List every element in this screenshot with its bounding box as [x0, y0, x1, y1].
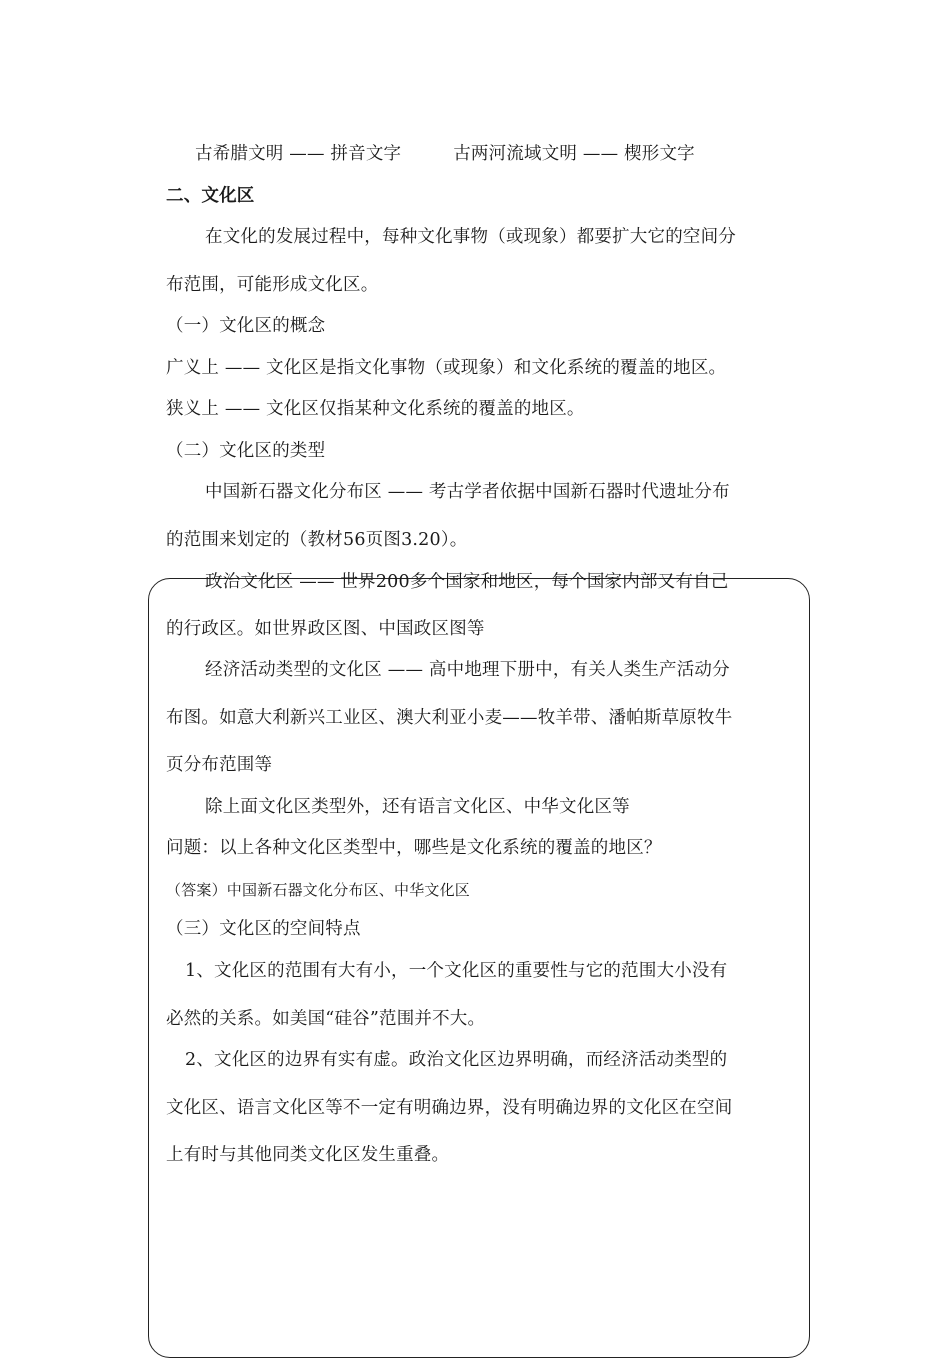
economic-line2: 布图。如意大利新兴工业区、澳大利亚小麦——牧羊带、潘帕斯草原牧牛: [166, 708, 733, 728]
question: 问题：以上各种文化区类型中，哪些是文化系统的覆盖的地区？: [166, 838, 662, 858]
feature2-line2: 文化区、语言文化区等不一定有明确边界，没有明确边界的文化区在空间: [166, 1098, 733, 1118]
feature1-line2: 必然的关系。如美国“硅谷”范围并不大。: [166, 1009, 486, 1029]
feature2-line3: 上有时与其他同类文化区发生重叠。: [166, 1145, 450, 1165]
civilization-pairs: [195, 142, 805, 166]
pair-mesopotamia: 古两河流域文明 —— 楔形文字: [453, 144, 695, 164]
paragraph-intro-line2: 布范围，可能形成文化区。: [166, 275, 379, 295]
subheading-spatial-features: （三）文化区的空间特点: [166, 919, 361, 939]
subheading-types: （二）文化区的类型: [166, 441, 326, 461]
subheading-concept: （一）文化区的概念: [166, 316, 326, 336]
feature1-line1: 1、文化区的范围有大有小，一个文化区的重要性与它的范围大小没有: [185, 961, 728, 981]
economic-line3: 页分布范围等: [166, 755, 273, 775]
neolithic-line1: 中国新石器文化分布区 —— 考古学者依据中国新石器时代遗址分布: [205, 482, 730, 502]
paragraph-intro-line1: 在文化的发展过程中，每种文化事物（或现象）都要扩大它的空间分: [205, 227, 736, 247]
section-heading-culture-region: 二、文化区: [166, 186, 255, 206]
economic-line1: 经济活动类型的文化区 —— 高中地理下册中，有关人类生产活动分: [205, 660, 730, 680]
feature2-line1: 2、文化区的边界有实有虚。政治文化区边界明确，而经济活动类型的: [185, 1050, 728, 1070]
answer: （答案）中国新石器文化分布区、中华文化区: [166, 881, 471, 899]
broad-definition: 广义上 —— 文化区是指文化事物（或现象）和文化系统的覆盖的地区。: [166, 358, 727, 378]
neolithic-line2: 的范围来划定的（教材56页图3.20）。: [166, 530, 468, 550]
pair-greece: 古希腊文明 —— 拼音文字: [195, 144, 402, 164]
narrow-definition: 狭义上 —— 文化区仅指某种文化系统的覆盖的地区。: [166, 399, 585, 419]
political-line1: 政治文化区 —— 世界200多个国家和地区，每个国家内部又有自己: [205, 572, 729, 592]
other-types: 除上面文化区类型外，还有语言文化区、中华文化区等: [205, 797, 630, 817]
political-line2: 的行政区。如世界政区图、中国政区图等: [166, 619, 485, 639]
